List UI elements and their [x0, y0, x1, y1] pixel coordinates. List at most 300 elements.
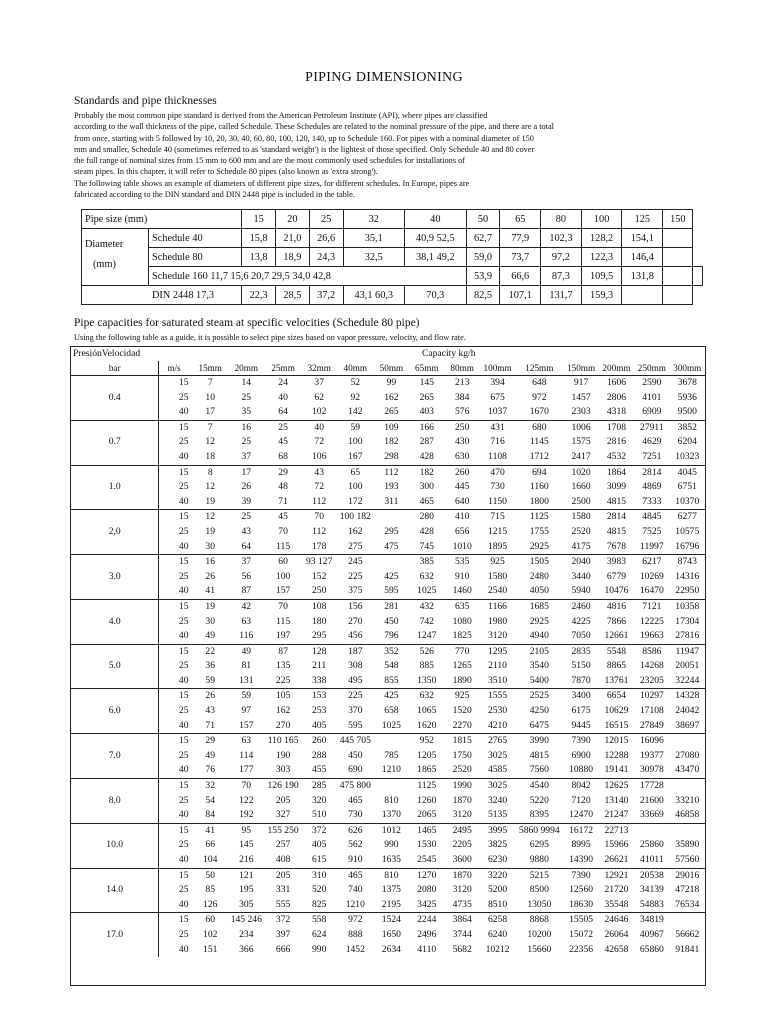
capacity-cell: 1712 — [529, 450, 549, 462]
pipe-diameter-cell: 43,1 60,3 — [343, 286, 405, 305]
capacity-cell — [374, 555, 409, 570]
velocity-cell: 25 — [178, 525, 189, 537]
capacity-cell: 1037 — [487, 406, 508, 418]
capacity-cell: 1755 — [529, 525, 549, 537]
capacity-cell: 338 — [312, 674, 327, 686]
capacity-cell: 925 — [444, 689, 479, 704]
capacity-cell: 112 — [312, 495, 327, 507]
capacity-cell: 1270 — [409, 868, 444, 883]
capacity-cell: 3983 — [599, 555, 634, 570]
capacity-cell: 450 — [384, 615, 399, 627]
capacity-row — [71, 659, 705, 674]
capacity-cell: 19141 — [604, 764, 629, 776]
capacity-cell: 1800 — [529, 495, 549, 507]
capacity-cell: 17304 — [675, 615, 700, 627]
capacity-cell: 366 — [239, 943, 254, 955]
capacity-cell: 455 — [312, 764, 327, 776]
capacity-cell: 99 — [374, 376, 409, 391]
capacity-cell: 14316 — [675, 570, 700, 582]
velocity-cell: 15 — [159, 823, 193, 838]
capacity-cell: 1460 — [452, 585, 472, 597]
capacity-cell: 2814 — [634, 465, 669, 480]
capacity-cell: 27080 — [675, 749, 700, 761]
capacity-cell: 3440 — [571, 570, 591, 582]
capacity-cell: 7251 — [642, 450, 662, 462]
capacity-cell: 102 — [312, 406, 327, 418]
capacity-cell: 1020 — [563, 465, 598, 480]
pipe-size-column-header: 32mm — [307, 363, 331, 373]
capacity-cell: 26 — [205, 570, 215, 582]
pipe-diameter-cell: 21,0 — [275, 229, 309, 248]
capacity-cell: 45 — [265, 510, 302, 525]
capacity-cell: 303 — [275, 764, 291, 776]
capacity-cell: 372 — [265, 913, 302, 928]
capacity-cell — [670, 779, 705, 794]
capacity-cell: 225 — [348, 570, 363, 582]
capacity-cell: 6909 — [642, 406, 662, 418]
capacity-cell: 2530 — [487, 705, 508, 717]
capacity-cell: 2110 — [488, 660, 507, 672]
capacity-cell: 885 — [419, 660, 434, 672]
capacity-cell: 7120 — [571, 794, 591, 806]
velocity-cell: 15 — [159, 868, 193, 883]
capacity-cell: 257 — [275, 839, 291, 851]
capacity-cell: 535 — [444, 555, 479, 570]
capacity-cell: 1580 — [563, 510, 598, 525]
capacity-cell: 37 — [228, 555, 265, 570]
capacity-cell: 45 — [278, 436, 288, 448]
capacity-cell: 990 — [384, 839, 399, 851]
pressure-cell: 3.0 — [71, 555, 159, 600]
capacity-cell: 11997 — [640, 540, 664, 552]
capacity-cell: 3744 — [452, 928, 472, 940]
pipe-diameter-cell: 66,6 — [500, 267, 541, 286]
capacity-cell: 656 — [454, 525, 470, 537]
capacity-cell: 8868 — [515, 913, 563, 928]
pipe-diameter-cell: 15,8 — [242, 229, 276, 248]
velocity-cell: 15 — [159, 510, 193, 525]
capacity-cell: 59 — [228, 689, 265, 704]
capacity-cell: 182 — [384, 436, 399, 448]
capacity-cell: 2496 — [417, 928, 437, 940]
pipe-size-column-header: 300mm — [673, 363, 702, 373]
capacity-cell: 70 — [278, 525, 288, 537]
capacity-cell: 1025 — [417, 585, 437, 597]
capacity-cell: 3025 — [480, 779, 515, 794]
capacity-row — [71, 644, 705, 659]
capacity-cell: 456 — [348, 630, 363, 642]
paragraph-line: The following table shows an example of diameters of different pipe sizes, for different schedules. In Europe, pipes are — [74, 178, 470, 188]
capacity-cell: 1006 — [563, 420, 598, 435]
capacity-cell: 1708 — [599, 420, 634, 435]
paragraph-line: steam pipes. In this chapter, it will refer to Schedule 80 pipes (also known as 'extra strong'). — [74, 167, 378, 177]
capacity-cell: 2806 — [606, 391, 627, 403]
pipe-size-cell: 65 — [500, 210, 541, 229]
velocity-cell: 15 — [159, 420, 193, 435]
capacity-cell: 2816 — [606, 436, 627, 448]
pipe-diameter-cell: 146,4 — [622, 248, 663, 267]
paragraph-line: the full range of nominal sizes from 15 mm to 600 mm and are the most commonly used schedules for installations of — [74, 156, 466, 166]
capacity-cell: 1125 — [409, 779, 444, 794]
capacity-cell: 2303 — [571, 406, 591, 418]
capacity-cell: 22356 — [569, 943, 594, 955]
capacity-cell: 9445 — [571, 719, 591, 731]
capacity-cell: 26621 — [604, 854, 629, 865]
capacity-cell: 42658 — [604, 943, 629, 955]
capacity-row — [71, 883, 705, 898]
capacity-cell: 131 — [239, 674, 254, 686]
pipe-size-column-header: 20mm — [234, 363, 259, 373]
capacity-cell: 3120 — [452, 884, 472, 896]
capacity-cell: 195 — [239, 884, 254, 896]
pipe-size-column-header: 65mm — [415, 363, 439, 373]
capacity-cell: 19663 — [639, 630, 664, 642]
capacity-row — [71, 734, 705, 749]
capacity-cell: 10370 — [675, 495, 700, 507]
capacity-cell: 1750 — [452, 749, 472, 761]
capacity-cell: 16172 — [563, 823, 598, 838]
capacity-cell: 14390 — [569, 854, 594, 865]
pipe-schedule-row — [82, 267, 703, 286]
pipe-size-column-header: 100mm — [483, 363, 512, 373]
capacity-cell: 24042 — [675, 705, 700, 717]
pipe-diameter-cell: 131,8 — [622, 267, 663, 286]
capacity-cell: 690 — [348, 764, 363, 776]
capacity-cell: 2500 — [571, 495, 591, 507]
capacity-row — [71, 615, 705, 630]
capacity-cell: 15505 — [563, 913, 598, 928]
capacity-cell: 385 — [409, 555, 444, 570]
capacity-row — [71, 749, 705, 764]
capacity-cell: 166 — [409, 420, 444, 435]
capacity-cell: 70 — [302, 510, 337, 525]
capacity-cell: 952 — [409, 734, 444, 749]
pipe-diameter-cell: 53,9 — [466, 267, 500, 286]
capacity-cell: 63 — [241, 615, 252, 627]
velocity-cell: 15 — [159, 376, 193, 391]
capacity-cell: 630 — [454, 450, 470, 462]
capacity-cell: 2765 — [480, 734, 515, 749]
capacity-cell: 114 — [239, 749, 254, 761]
capacity-cell: 14328 — [670, 689, 705, 704]
capacity-cell: 29 — [265, 465, 302, 480]
capacity-cell: 25 — [228, 510, 265, 525]
capacity-cell: 1815 — [444, 734, 479, 749]
pipe-diameter-cell: 26,6 — [309, 229, 343, 248]
capacity-cell: 2460 — [563, 599, 598, 614]
pipe-diameter-cell: 109,5 — [581, 267, 622, 286]
pressure-cell: 4.0 — [71, 599, 159, 644]
capacity-row — [71, 823, 705, 838]
capacity-cell: 13140 — [604, 794, 629, 806]
capacity-cell: 87 — [265, 644, 302, 659]
velocity-cell: 15 — [159, 779, 193, 794]
schedule-160-label: Schedule 160 11,7 15,6 20,7 29,5 34,0 42,8 — [149, 267, 467, 286]
capacity-cell: 110 165 — [265, 734, 302, 749]
capacity-cell: 128 — [302, 644, 337, 659]
velocity-cell: 25 — [178, 749, 189, 761]
capacity-row — [71, 480, 705, 495]
schedule-label: Schedule 40 — [149, 229, 242, 248]
pipe-diameter-cell: 87,3 — [541, 267, 582, 286]
capacity-cell: 205 — [265, 868, 302, 883]
capacity-cell: 37 — [241, 450, 252, 462]
capacity-cell: 372 — [302, 823, 337, 838]
capacity-row — [71, 808, 705, 823]
capacity-cell: 2520 — [452, 764, 472, 776]
capacity-cell: 12470 — [569, 809, 594, 821]
capacity-cell: 155 250 — [265, 823, 302, 838]
capacity-cell: 445 — [454, 481, 470, 493]
capacity-cell: 742 — [419, 615, 434, 627]
capacity-cell: 87 — [241, 585, 252, 597]
capacity-cell: 15072 — [569, 928, 594, 940]
capacity-cell: 17 — [205, 406, 215, 418]
capacity-cell: 281 — [374, 599, 409, 614]
pipe-diameter-cell: 38,1 49,2 — [405, 248, 467, 267]
velocity-cell: 15 — [159, 689, 193, 704]
capacity-cell: 331 — [275, 884, 291, 896]
capacity-cell: 16796 — [675, 540, 700, 552]
pressure-cell: 10.0 — [71, 823, 159, 868]
velocity-cell: 40 — [178, 630, 189, 642]
capacity-row — [71, 868, 705, 883]
capacity-cell: 5220 — [529, 794, 549, 806]
pipe-schedule-row — [82, 286, 703, 305]
capacity-cell: 715 — [480, 510, 515, 525]
velocity-cell: 15 — [159, 644, 193, 659]
capacity-cell: 3852 — [670, 420, 705, 435]
steam-capacity-table-frame — [70, 346, 706, 986]
capacity-cell: 21720 — [604, 884, 629, 896]
velocity-cell: 25 — [178, 391, 189, 403]
capacity-cell: 1350 — [417, 674, 437, 686]
capacity-cell: 25 — [241, 391, 252, 403]
pressure-cell: 17.0 — [71, 913, 159, 957]
capacity-cell: 910 — [454, 570, 470, 582]
capacity-cell — [374, 510, 409, 525]
capacity-cell: 40967 — [639, 928, 664, 940]
capacity-cell: 2814 — [599, 510, 634, 525]
capacity-cell: 3825 — [487, 839, 508, 851]
capacity-cell: 23205 — [639, 674, 664, 686]
capacity-cell: 432 — [409, 599, 444, 614]
velocity-cell: 15 — [159, 465, 193, 480]
diameter-label-cell — [82, 229, 149, 286]
pipe-schedule-row — [82, 229, 703, 248]
capacity-cell: 4629 — [642, 436, 662, 448]
capacity-cell: 694 — [515, 465, 563, 480]
capacity-cell: 33669 — [639, 809, 664, 821]
pipe-size-cell: 150 — [663, 210, 693, 229]
capacity-cell: 8042 — [563, 779, 598, 794]
capacity-cell: 375 — [348, 585, 363, 597]
capacity-cell: 1635 — [381, 854, 401, 865]
capacity-cell: 1452 — [345, 943, 365, 955]
capacity-cell: 16470 — [639, 585, 664, 597]
pipe-size-cell: 50 — [466, 210, 500, 229]
capacity-cell: 7678 — [606, 540, 627, 552]
capacity-cell: 5548 — [599, 644, 634, 659]
capacity-row — [71, 943, 705, 958]
capacity-cell: 6217 — [634, 555, 669, 570]
capacity-cell: 8743 — [670, 555, 705, 570]
capacity-cell: 21247 — [604, 809, 629, 821]
pressure-unit: bar — [108, 363, 121, 373]
capacity-cell: 403 — [419, 406, 434, 418]
capacity-cell: 15966 — [604, 839, 629, 851]
velocity-cell: 40 — [178, 854, 189, 865]
pipe-diameter-cell: 37,2 — [309, 286, 343, 305]
page-title: PIPING DIMENSIONING — [305, 70, 463, 85]
capacity-cell: 2195 — [381, 898, 401, 910]
capacity-cell: 311 — [384, 495, 399, 507]
pressure-cell: 0.7 — [71, 420, 159, 465]
capacity-cell: 152 — [312, 570, 327, 582]
capacity-cell: 72 — [314, 436, 324, 448]
capacity-cell: 1685 — [515, 599, 563, 614]
capacity-cell: 109 — [374, 420, 409, 435]
capacity-cell: 510 — [312, 809, 327, 821]
capacity-cell: 3995 — [480, 823, 515, 838]
capacity-cell: 632 — [419, 570, 434, 582]
velocity-cell: 25 — [178, 660, 189, 672]
capacity-cell: 180 — [312, 615, 327, 627]
capacity-cell: 253 — [312, 705, 327, 717]
capacity-cell: 785 — [384, 749, 399, 761]
capacity-cell: 1215 — [487, 525, 508, 537]
pipe-size-column-header: 150mm — [567, 363, 596, 373]
capacity-cell: 115 — [276, 615, 291, 627]
capacity-cell: 1606 — [599, 376, 634, 391]
capacity-cell: 1065 — [417, 705, 437, 717]
capacity-cell: 50 — [193, 868, 228, 883]
capacity-cell: 4250 — [529, 705, 549, 717]
capacity-cell: 3400 — [563, 689, 598, 704]
capacity-row — [71, 898, 705, 913]
capacity-cell: 3990 — [515, 734, 563, 749]
capacity-cell: 84 — [205, 809, 215, 821]
capacity-cell: 2525 — [515, 689, 563, 704]
capacity-cell: 1010 — [452, 540, 472, 552]
capacity-cell: 1370 — [381, 809, 401, 821]
capacity-cell: 1080 — [452, 615, 472, 627]
capacity-cell: 1465 — [409, 823, 444, 838]
capacity-cell: 990 — [312, 943, 327, 955]
capacity-cell: 151 — [203, 943, 218, 955]
capacity-row — [71, 465, 705, 480]
pipe-size-cell: 32 — [343, 210, 405, 229]
capacity-row — [71, 599, 705, 614]
capacity-cell: 43 — [302, 465, 337, 480]
capacity-cell: 408 — [275, 854, 291, 865]
capacity-cell: 730 — [348, 809, 363, 821]
capacity-cell: 167 — [348, 450, 363, 462]
capacity-cell: 308 — [348, 660, 363, 672]
capacity-cell: 4045 — [670, 465, 705, 480]
capacity-cell: 470 — [480, 465, 515, 480]
capacity-cell: 22713 — [599, 823, 634, 838]
capacity-cell: 260 — [302, 734, 337, 749]
capacity-cell: 62 — [314, 391, 324, 403]
capacity-cell: 3025 — [487, 749, 508, 761]
capacity-cell: 5215 — [515, 868, 563, 883]
capacity-cell: 100 — [275, 570, 291, 582]
intro-paragraph — [74, 110, 694, 200]
capacity-cell: 9880 — [529, 854, 549, 865]
capacity-cell: 16 — [193, 555, 228, 570]
capacity-cell: 548 — [384, 660, 399, 672]
capacity-cell — [634, 823, 669, 838]
velocity-cell: 40 — [178, 764, 189, 776]
capacity-cell: 12225 — [639, 615, 664, 627]
capacity-cell: 2520 — [571, 525, 591, 537]
capacity-cell: 3120 — [452, 809, 472, 821]
section-heading-standards: Standards and pipe thicknesses — [74, 95, 217, 107]
capacity-cell: 5936 — [677, 391, 697, 403]
capacity-cell: 666 — [275, 943, 291, 955]
pipe-size-cell: 20 — [275, 210, 309, 229]
capacity-cell: 49 — [205, 630, 215, 642]
capacity-cell: 65 — [337, 465, 374, 480]
pipe-diameter-cell: 154,1 — [622, 229, 663, 248]
capacity-cell: 22950 — [675, 585, 700, 597]
capacity-cell: 112 — [312, 525, 327, 537]
capacity-cell: 56 — [241, 570, 252, 582]
capacity-cell: 6175 — [571, 705, 591, 717]
capacity-cell: 352 — [374, 644, 409, 659]
capacity-cell: 59 — [205, 674, 215, 686]
pipe-diameter-cell — [693, 267, 703, 286]
capacity-cell: 4869 — [642, 481, 662, 493]
capacity-cell: 72 — [314, 481, 324, 493]
capacity-cell: 465 — [419, 495, 434, 507]
capacity-row — [71, 674, 705, 689]
capacity-cell: 265 — [419, 391, 434, 403]
capacity-cell: 10629 — [604, 705, 629, 717]
capacity-row — [71, 913, 705, 928]
pipe-diameter-cell: 128,2 — [581, 229, 622, 248]
capacity-cell: 4735 — [452, 898, 472, 910]
pipe-size-label: Pipe size (mm) — [82, 210, 242, 229]
capacity-cell: 425 — [384, 570, 399, 582]
capacities-subtitle: Using the following table as a guide, it is possible to select pipe sizes based on vapor pressure, velocity, and flow rate. — [74, 333, 466, 342]
capacity-cell: 10212 — [485, 943, 510, 955]
capacity-cell: 105 — [265, 689, 302, 704]
capacity-cell: 6779 — [606, 570, 627, 582]
pipe-size-column-header: 15mm — [198, 363, 222, 373]
pipe-diameter-cell: 62,7 — [466, 229, 500, 248]
capacity-cell: 7870 — [571, 674, 591, 686]
capacity-cell: 19377 — [639, 749, 664, 761]
capacity-cell: 85 — [205, 884, 215, 896]
capacity-cell: 30 — [205, 540, 215, 552]
capacity-cell: 27816 — [675, 630, 700, 642]
velocity-cell: 40 — [178, 540, 189, 552]
capacity-cell: 5860 9994 — [515, 823, 563, 838]
pipe-diameter-cell: 107,1 — [500, 286, 541, 305]
pipe-diameter-cell: 28,5 — [275, 286, 309, 305]
capacity-cell: 162 — [275, 705, 291, 717]
capacity-cell: 70 — [265, 599, 302, 614]
section-heading-capacities: Pipe capacities for saturated steam at specific velocities (Schedule 80 pipe) — [74, 317, 420, 329]
capacity-cell: 320 — [312, 794, 327, 806]
velocity-cell: 40 — [178, 585, 189, 597]
pipe-diameter-cell: 77,9 — [500, 229, 541, 248]
capacity-row — [71, 794, 705, 809]
capacity-cell: 190 — [275, 749, 291, 761]
capacity-cell: 4532 — [606, 450, 627, 462]
